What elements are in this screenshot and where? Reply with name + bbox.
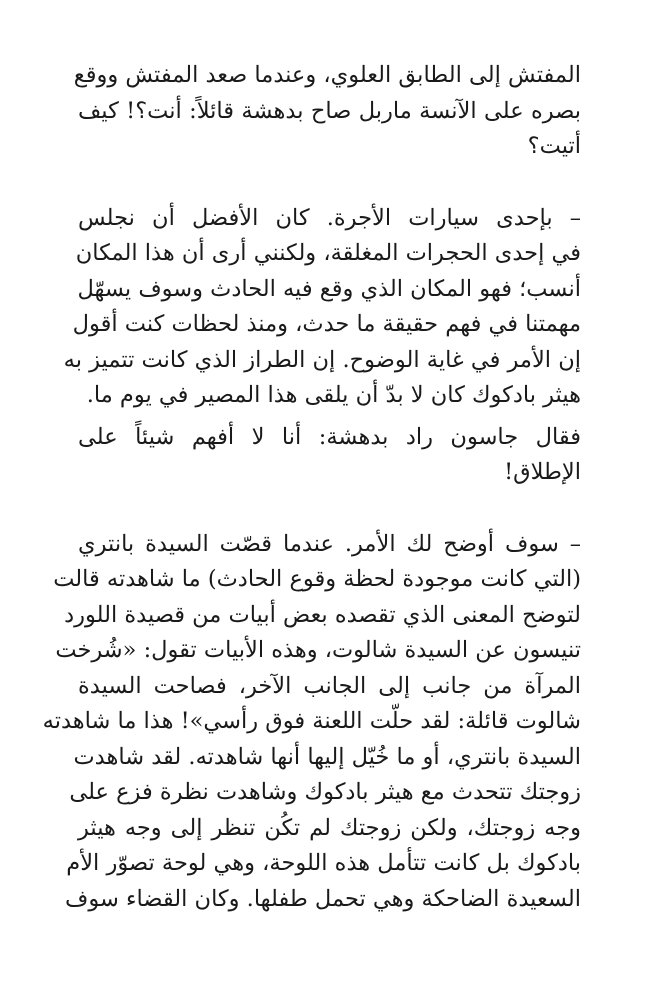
text-line: السعيدة الضاحكة وهي تحمل طفلها. وكان القضاء سوف — [65, 885, 581, 912]
text-line: وجه زوجتك، ولكن زوجتك لم تكُن تنظر إلى وجه هيثر — [78, 814, 581, 841]
text-line: إن الأمر في غاية الوضوح. إن الطراز الذي كانت تتميز به — [63, 346, 581, 373]
text-line: بادكوك بل كانت تتأمل هذه اللوحة، وهي لوحة تصوّر الأم — [66, 850, 581, 876]
paragraph-1 — [73, 58, 581, 165]
text-line: في إحدى الحجرات المغلقة، ولكنني أرى أن هذا المكان — [75, 240, 581, 266]
paragraph-4 — [42, 527, 581, 918]
text-line: فقال جاسون راد بدهشة: أنا لا أفهم شيئاً على — [78, 423, 581, 450]
text-line: تنيسون عن السيدة شالوت، وهذه الأبيات تقول: «شُرخت — [55, 637, 581, 663]
text-line: هيثر بادكوك كان لا بدّ أن يلقى هذا المصير في يوم ما. — [86, 382, 581, 408]
text-line: شالوت قائلة: لقد حلّت اللعنة فوق رأسي»! هذا ما شاهدته — [42, 708, 581, 734]
paragraph-3 — [78, 420, 581, 491]
text-line: أتيت؟ — [527, 133, 581, 159]
text-line: السيدة بانتري، أو ما خُيّل إليها أنها شاهدته. لقد شاهدت — [73, 743, 581, 770]
text-line: – سوف أوضح لك الأمر. عندما قصّت السيدة بانتري — [78, 530, 581, 557]
text-line: بصره على الآنسة ماربل صاح بدهشة قائلاً: أنت؟! كيف — [78, 97, 581, 124]
paragraph-gap — [78, 491, 581, 527]
text-line: لتوضح المعنى الذي تقصده بعض أبيات من قصيدة اللورد — [64, 601, 581, 628]
text-line: زوجتك تتحدث مع هيثر بادكوك وشاهدت نظرة فزع على — [69, 779, 581, 805]
text-line: المرآة من جانب إلى الجانب الآخر، فصاحت السيدة — [78, 672, 581, 699]
book-page — [42, 58, 581, 917]
paragraph-gap — [78, 165, 581, 201]
paragraph-2 — [63, 201, 581, 414]
text-line: مهمتنا في فهم حقيقة ما حدث، ومنذ لحظات كنت أقول — [72, 311, 581, 337]
text-line: – بإحدى سيارات الأجرة. كان الأفضل أن نجلس — [78, 204, 581, 231]
text-line: (التي كانت موجودة لحظة وقوع الحادث) ما شاهدته قالت — [53, 566, 581, 592]
text-line: أنسب؛ فهو المكان الذي وقع فيه الحادث وسوف يسهّل — [77, 275, 581, 302]
text-line: المفتش إلى الطابق العلوي، وعندما صعد المفتش ووقع — [73, 62, 581, 88]
text-line: الإطلاق! — [504, 459, 581, 485]
